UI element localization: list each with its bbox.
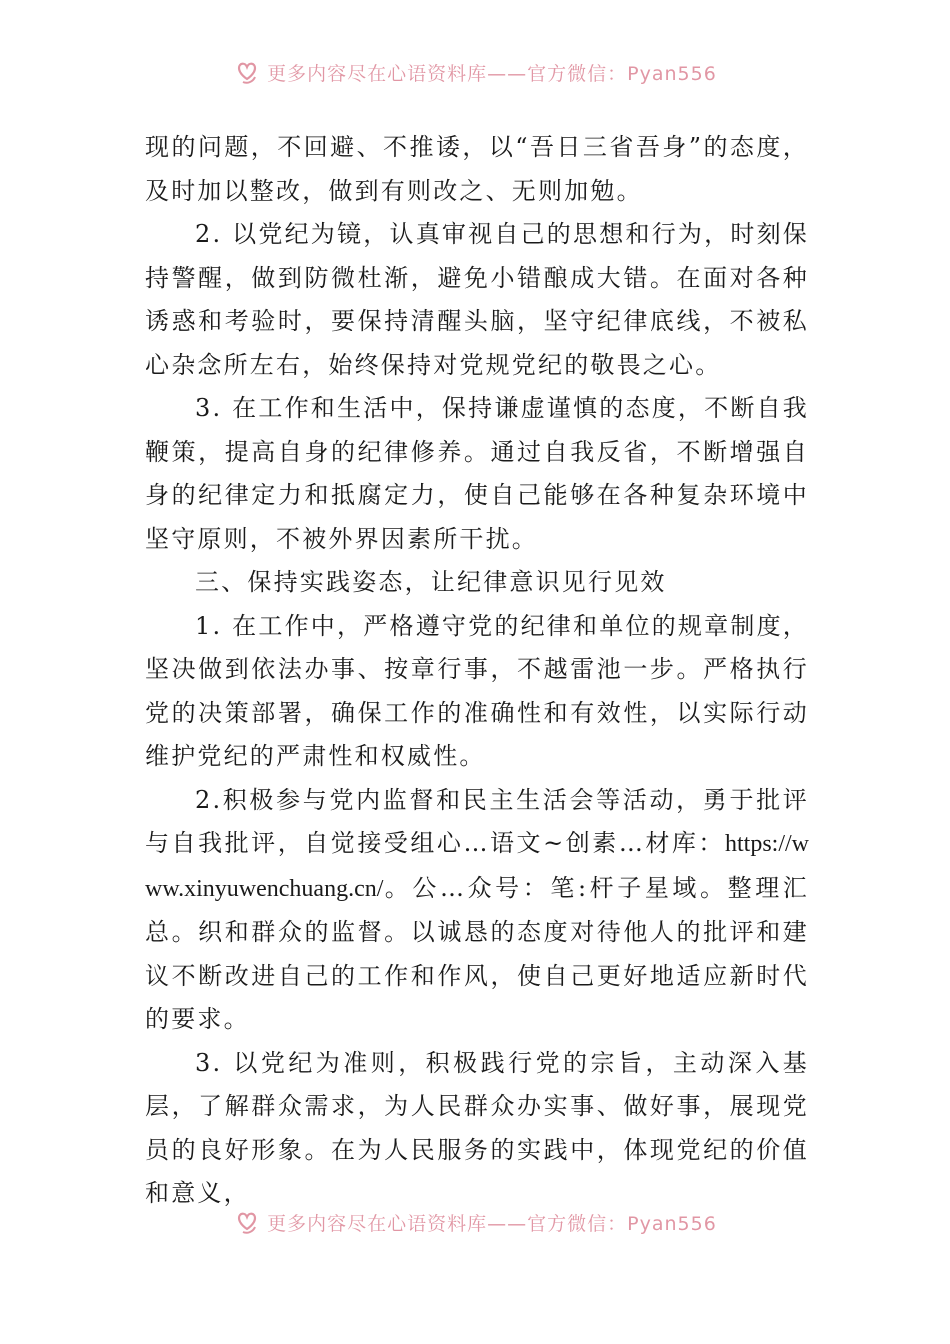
paragraph-text: 2.积极参与党内监督和民主生活会等活动，勇于批评与自我批评，自觉接受组心…语文~创素…材库： (145, 785, 809, 857)
paragraph: 现的问题，不回避、不推诿，以“吾日三省吾身”的态度，及时加以整改，做到有则改之、无则加勉。 (145, 133, 809, 205)
watermark-text: 更多内容尽在心语资料库——官方微信：Pyan556 (267, 1212, 717, 1235)
paragraph: 3. 以党纪为准则，积极践行党的宗旨，主动深入基层，了解群众需求，为人民群众办实事、做好事，展现党员的良好形象。在为人民服务的实践中，体现党纪的价值和意义， (145, 1048, 809, 1207)
watermark-text: 更多内容尽在心语资料库——官方微信：Pyan556 (267, 62, 717, 85)
website-url: https://www.xinyuwenchuang.cn/ (145, 831, 809, 902)
paragraph: 2. 以党纪为镜，认真审视自己的思想和行为，时刻保持警醒，做到防微杜渐，避免小错酿成大错。在面对各种诱惑和考验时，要保持清醒头脑，坚守纪律底线，不被私心杂念所左右，始终保持对党规党纪的敬畏之心。 (145, 220, 809, 379)
paragraph: 3. 在工作和生活中，保持谦虚谨慎的态度，不断自我鞭策，提高自身的纪律修养。通过自我反省，不断增强自身的纪律定力和抵腐定力，使自己能够在各种复杂环境中坚守原则，不被外界因素所干扰。 (145, 394, 809, 553)
paragraph-with-link (145, 779, 809, 1042)
footer-watermark (0, 1202, 950, 1242)
section-heading: 三、保持实践姿态，让纪律意识见行见效 (195, 568, 667, 596)
heart-swirl-logo-icon (233, 1208, 261, 1236)
paragraph: 1. 在工作中，严格遵守党的纪律和单位的规章制度，坚决做到依法办事、按章行事，不越雷池一步。严格执行党的决策部署，确保工作的准确性和有效性，以实际行动维护党纪的严肃性和权威性。 (145, 611, 809, 770)
paragraph-text: 。公…众号：笔:杆子星域。整理汇总。织和群众的监督。以诚恳的态度对待他人的批评和建议不断改进自己的工作和作风，使自己更好地适应新时代的要求。 (145, 873, 809, 1033)
heart-swirl-logo-icon (233, 58, 261, 86)
document-body (145, 126, 809, 1216)
header-watermark (0, 52, 950, 92)
